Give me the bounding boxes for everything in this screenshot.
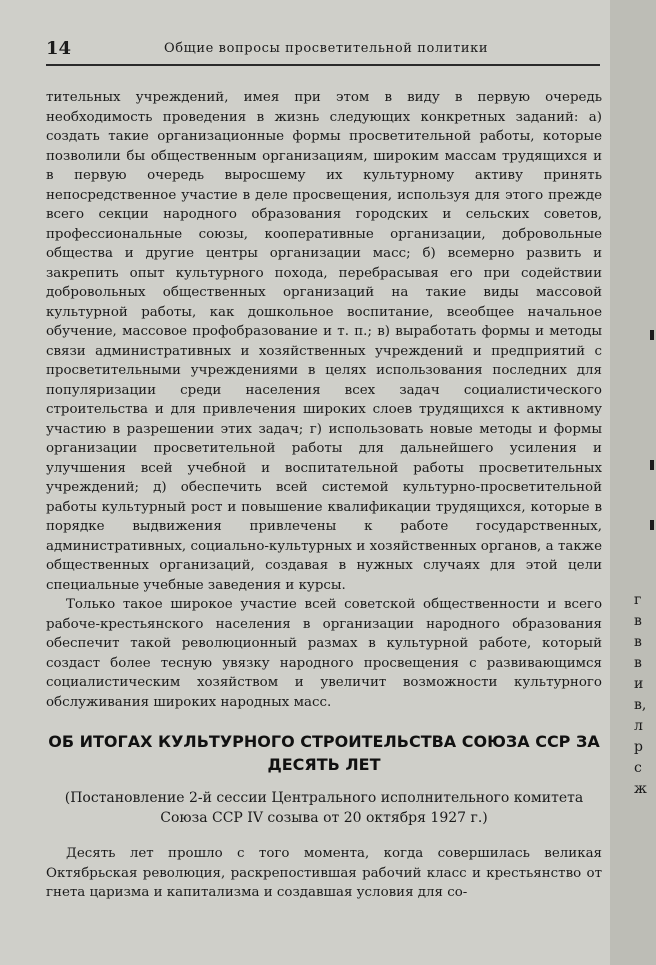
- page-body: [46, 88, 602, 903]
- resolution-citation: [46, 788, 602, 828]
- edge-letter: р: [634, 739, 643, 755]
- edge-letter: в: [634, 634, 642, 650]
- edge-letter: в: [634, 613, 642, 629]
- edge-letter: г: [634, 592, 642, 608]
- paragraph-ten-years: Десять лет прошло с того момента, когда совершилась великая Октябрьская революция, раскрепостившая рабочий класс и крестьянство от гнета царизма и капитализма и создавшая условия для со-: [46, 846, 602, 900]
- section-heading-line-2: ДЕСЯТЬ ЛЕТ: [267, 755, 381, 774]
- adjacent-page-letters: [634, 590, 647, 800]
- section-heading: [46, 730, 602, 776]
- edge-letter: л: [634, 718, 643, 734]
- edge-mark: [650, 520, 654, 530]
- resolution-line-2: Союза ССР IV созыва от 20 октября 1927 г.): [160, 810, 488, 826]
- edge-mark: [650, 460, 654, 470]
- running-header: [46, 38, 600, 62]
- header-rule: [46, 64, 600, 66]
- edge-letter: в: [634, 655, 642, 671]
- edge-letter: ж: [634, 781, 647, 797]
- paragraph-continued: тительных учреждений, имея при этом в виду в первую очередь необходимость проведения в жизнь следующих конкретных заданий: а) создать такие организационные формы просветительной работы, которые позволили бы общественным организациям, широким массам трудящихся и в первую очередь выросшему их культурному активу принять непосредственное участие в деле просвещения, используя для этого прежде всего секции народного образования городских и сельских советов, профессиональные союзы, кооперативные организации, добровольные общества и другие центры организации масс; б) всемерно развить и закрепить опыт культурного похода, перебрасывая его при содействии добровольных общественных организаций на такие виды массовой культурной работы, как дошкольное воспитание, всеобщее начальное обучение, массовое профобразование и т. п.; в) выработать формы и методы связи административных и хозяйственных учреждений и предприятий с просветительными учреждениями в целях использования последних для популяризации среди населения всех задач социалистического строительства и для привлечения широких слоев трудящихся к активному участию в разрешении этих задач; г) использовать новые методы и формы организации просветительной работы для дальнейшего усиления и улучшения всей учебной и воспитательной работы просветительных учреждений; д) обеспечить всей системой культурно-просветительной работы культурный рост и повышение квалификации трудящихся, которые в порядке выдвижения привлечены к работе государственных, административных, социально-культурных и хозяйственных органов, а также общественных организаций, создавая в нужных случаях для этой цели специальные учебные заведения и курсы.: [46, 90, 602, 593]
- page-number: 14: [46, 38, 72, 59]
- running-header-title: Общие вопросы просветительной политики: [164, 41, 489, 56]
- section-heading-line-1: ОБ ИТОГАХ КУЛЬТУРНОГО СТРОИТЕЛЬСТВА СОЮЗА ССР ЗА: [48, 732, 600, 751]
- resolution-line-1: (Постановление 2-й сессии Центрального исполнительного комитета: [64, 790, 584, 806]
- edge-letter: в,: [634, 697, 647, 713]
- paragraph-participation: Только такое широкое участие всей советской общественности и всего рабоче-крестьянского населения в организации народного образования обеспечит такой революционный размах в культурной работе, который создаст более тесную увязку народного просвещения с развивающимся социалистическим хозяйством и увеличит возможности культурного обслуживания широких народных масс.: [46, 597, 602, 710]
- edge-mark: [650, 330, 654, 340]
- edge-letter: с: [634, 760, 642, 776]
- edge-letter: и: [634, 676, 644, 692]
- adjacent-page-edge: [610, 0, 656, 965]
